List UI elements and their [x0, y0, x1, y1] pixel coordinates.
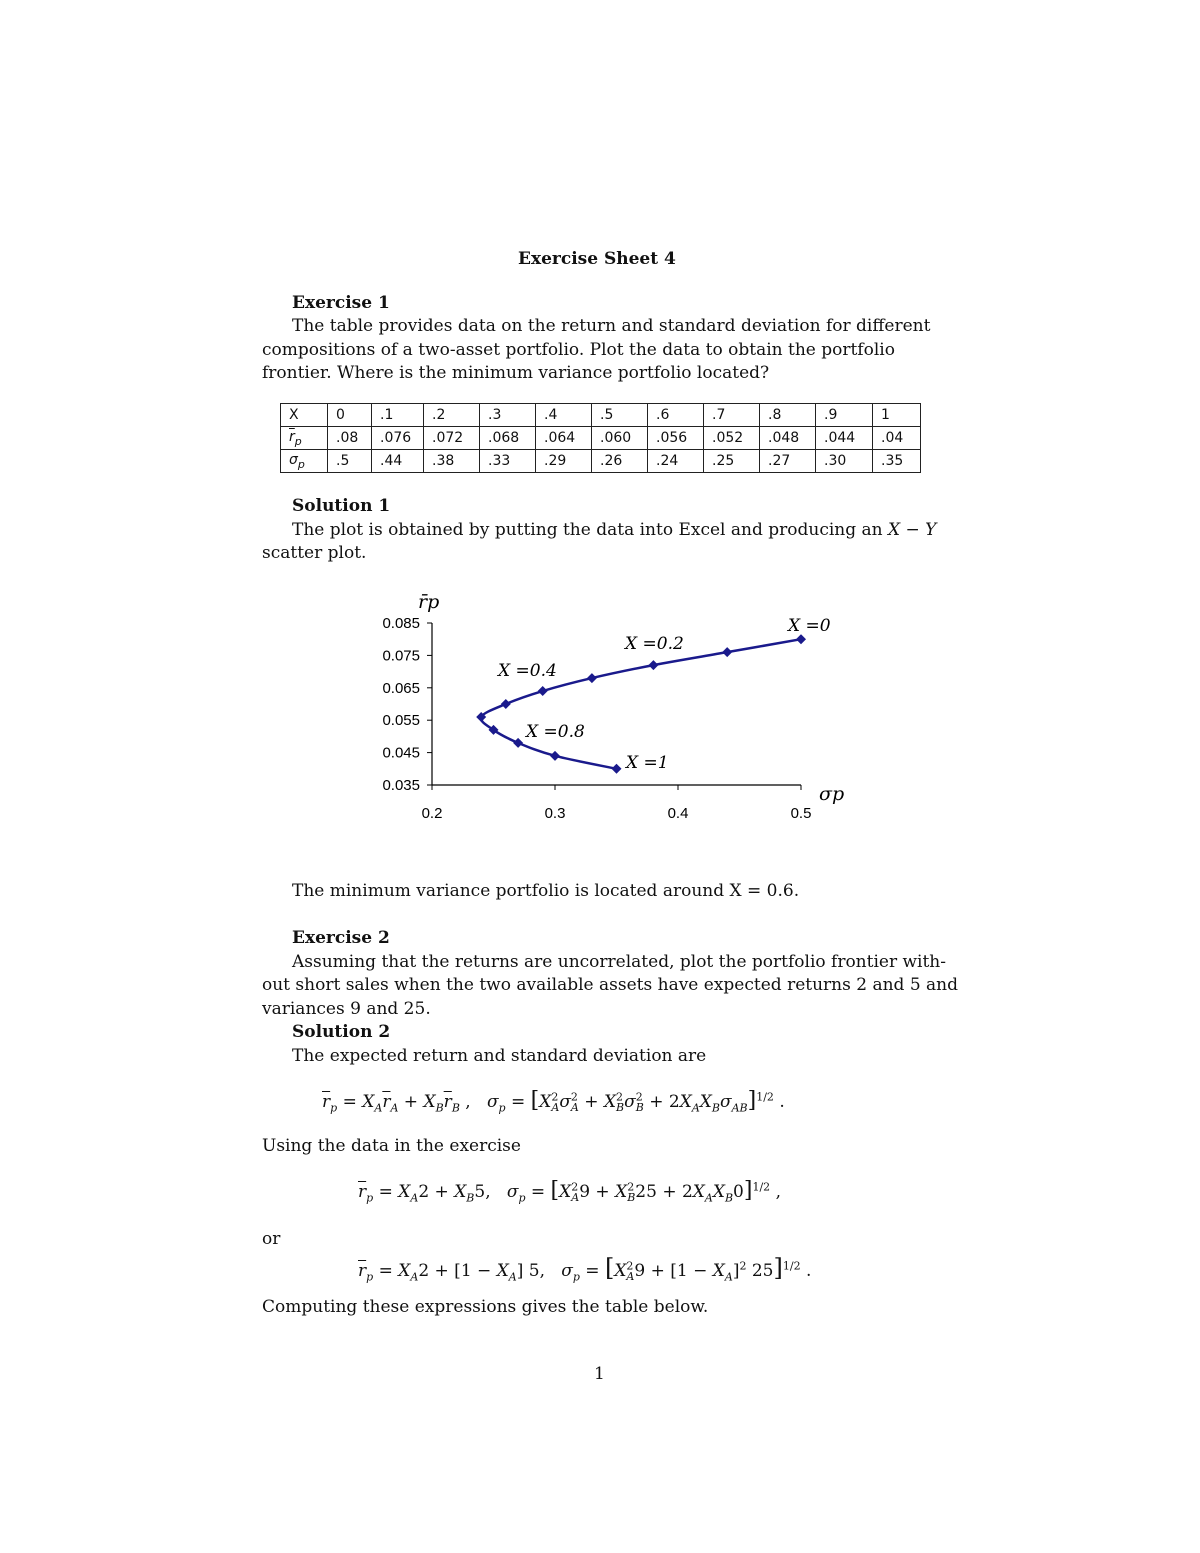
table-cell: .38	[424, 450, 480, 473]
point-annotation: X =0	[788, 616, 831, 636]
table-cell: .064	[536, 427, 592, 450]
data-point	[587, 673, 597, 683]
equation-with-data: $\overline{r}_p = X_A2 + X_B5$, $\sigma_p = [X^2_A9 + X^2_B25 + 2X_AX_B0]^{1/2}$ ,	[358, 1178, 781, 1205]
portfolio-data-table	[280, 403, 921, 473]
point-annotation: X =0.8	[526, 722, 585, 742]
table-cell: .30	[816, 450, 873, 473]
y-tick-label: 0.055	[382, 712, 420, 730]
table-cell: .33	[480, 450, 536, 473]
table-cell: .076	[372, 427, 424, 450]
exercise-2-text-line: variances 9 and 25.	[262, 999, 431, 1019]
row-label-x: X	[281, 404, 328, 427]
x-tick-label: 0.3	[544, 805, 566, 822]
table-cell: .3	[480, 404, 536, 427]
table-cell: .24	[648, 450, 704, 473]
table-cell: 0	[328, 404, 372, 427]
solution-2-or-text: or	[262, 1229, 281, 1249]
exercise-2-heading: Exercise 2	[292, 928, 390, 948]
table-cell: .068	[480, 427, 536, 450]
data-point	[722, 647, 732, 657]
data-point	[612, 764, 622, 774]
table-cell: .044	[816, 427, 873, 450]
solution-1-text-line: The plot is obtained by putting the data into Excel and producing an X − Y	[292, 520, 937, 540]
table-cell: .27	[760, 450, 816, 473]
y-tick-label: 0.065	[382, 679, 420, 697]
table-cell: .04	[873, 427, 921, 450]
point-annotation: X =1	[626, 753, 669, 773]
point-annotation: X =0.4	[498, 661, 557, 681]
table-cell: .9	[816, 404, 873, 427]
table-cell: .6	[648, 404, 704, 427]
row-label-sigma: $\sigma_p$	[281, 450, 328, 473]
table-cell: .8	[760, 404, 816, 427]
table-cell: .08	[328, 427, 372, 450]
table-row	[281, 450, 921, 473]
table-cell: .5	[328, 450, 372, 473]
y-tick-label: 0.075	[382, 647, 420, 665]
exercise-1-heading: Exercise 1	[292, 293, 390, 313]
table-row	[281, 404, 921, 427]
equation-single-weight: $\overline{r}_p = X_A2 + [1 - X_A]$ 5, $\sigma_p = [X^2_A9 + [1 - X_A]^2$ 25]$^{1/2}$ .	[358, 1254, 812, 1284]
x-tick-label: 0.2	[421, 805, 443, 822]
y-tick-label: 0.045	[382, 744, 420, 762]
solution-2-computing-text: Computing these expressions gives the table below.	[262, 1297, 709, 1317]
page-title: Exercise Sheet 4	[518, 249, 676, 269]
exercise-2-text-line: out short sales when the two available assets have expected returns 2 and 5 and	[262, 975, 959, 995]
solution-2-heading: Solution 2	[292, 1022, 391, 1042]
table-cell: .052	[704, 427, 760, 450]
table-cell: .29	[536, 450, 592, 473]
y-tick-label: 0.085	[382, 615, 420, 632]
data-point	[550, 751, 560, 761]
portfolio-frontier-chart	[350, 585, 870, 835]
table-cell: .35	[873, 450, 921, 473]
x-tick-label: 0.5	[790, 805, 812, 822]
table-cell: .060	[592, 427, 648, 450]
solution-1-text-line: scatter plot.	[262, 543, 367, 563]
data-point	[513, 738, 523, 748]
table-cell: .056	[648, 427, 704, 450]
data-point	[538, 686, 548, 696]
table-cell: .4	[536, 404, 592, 427]
data-point	[648, 660, 658, 670]
frontier-line	[481, 639, 801, 769]
equation-general: $\overline{r}_p = X_A\overline{r}_A + X_B\overline{r}_B$ , $\sigma_p = [X^2_A\sigma^2_A + X^2_B\sigma^2_B + 2X_AX_B\sigma_{AB}]^{1/2}$ .	[322, 1088, 785, 1115]
table-cell: .26	[592, 450, 648, 473]
x-tick-label: 0.4	[667, 805, 689, 822]
exercise-1-text-line: frontier. Where is the minimum variance portfolio located?	[262, 363, 770, 383]
exercise-2-text-line: Assuming that the returns are uncorrelated, plot the portfolio frontier with-	[292, 952, 947, 972]
solution-1-heading: Solution 1	[292, 496, 391, 516]
point-annotation: X =0.2	[625, 634, 684, 654]
table-cell: .44	[372, 450, 424, 473]
table-cell: .048	[760, 427, 816, 450]
y-tick-label: 0.035	[382, 777, 420, 794]
exercise-1-text-line: compositions of a two-asset portfolio. Plot the data to obtain the portfolio	[262, 340, 895, 360]
min-variance-text: The minimum variance portfolio is located around X = 0.6.	[292, 881, 800, 901]
table-cell: 1	[873, 404, 921, 427]
table-cell: .2	[424, 404, 480, 427]
x-axis-label: σp	[819, 783, 845, 805]
table-cell: .5	[592, 404, 648, 427]
table-row	[281, 427, 921, 450]
table-cell: .072	[424, 427, 480, 450]
solution-2-text-line: The expected return and standard deviation are	[292, 1046, 707, 1066]
table-cell: .25	[704, 450, 760, 473]
table-cell: .7	[704, 404, 760, 427]
solution-2-using-text: Using the data in the exercise	[262, 1136, 521, 1156]
row-label-return: $\overline{r}_p$	[281, 427, 328, 450]
y-axis-label: r̄p	[418, 591, 440, 613]
page-number: 1	[594, 1364, 605, 1384]
data-point	[501, 699, 511, 709]
table-cell: .1	[372, 404, 424, 427]
exercise-1-text-line: The table provides data on the return and standard deviation for different	[292, 316, 931, 336]
